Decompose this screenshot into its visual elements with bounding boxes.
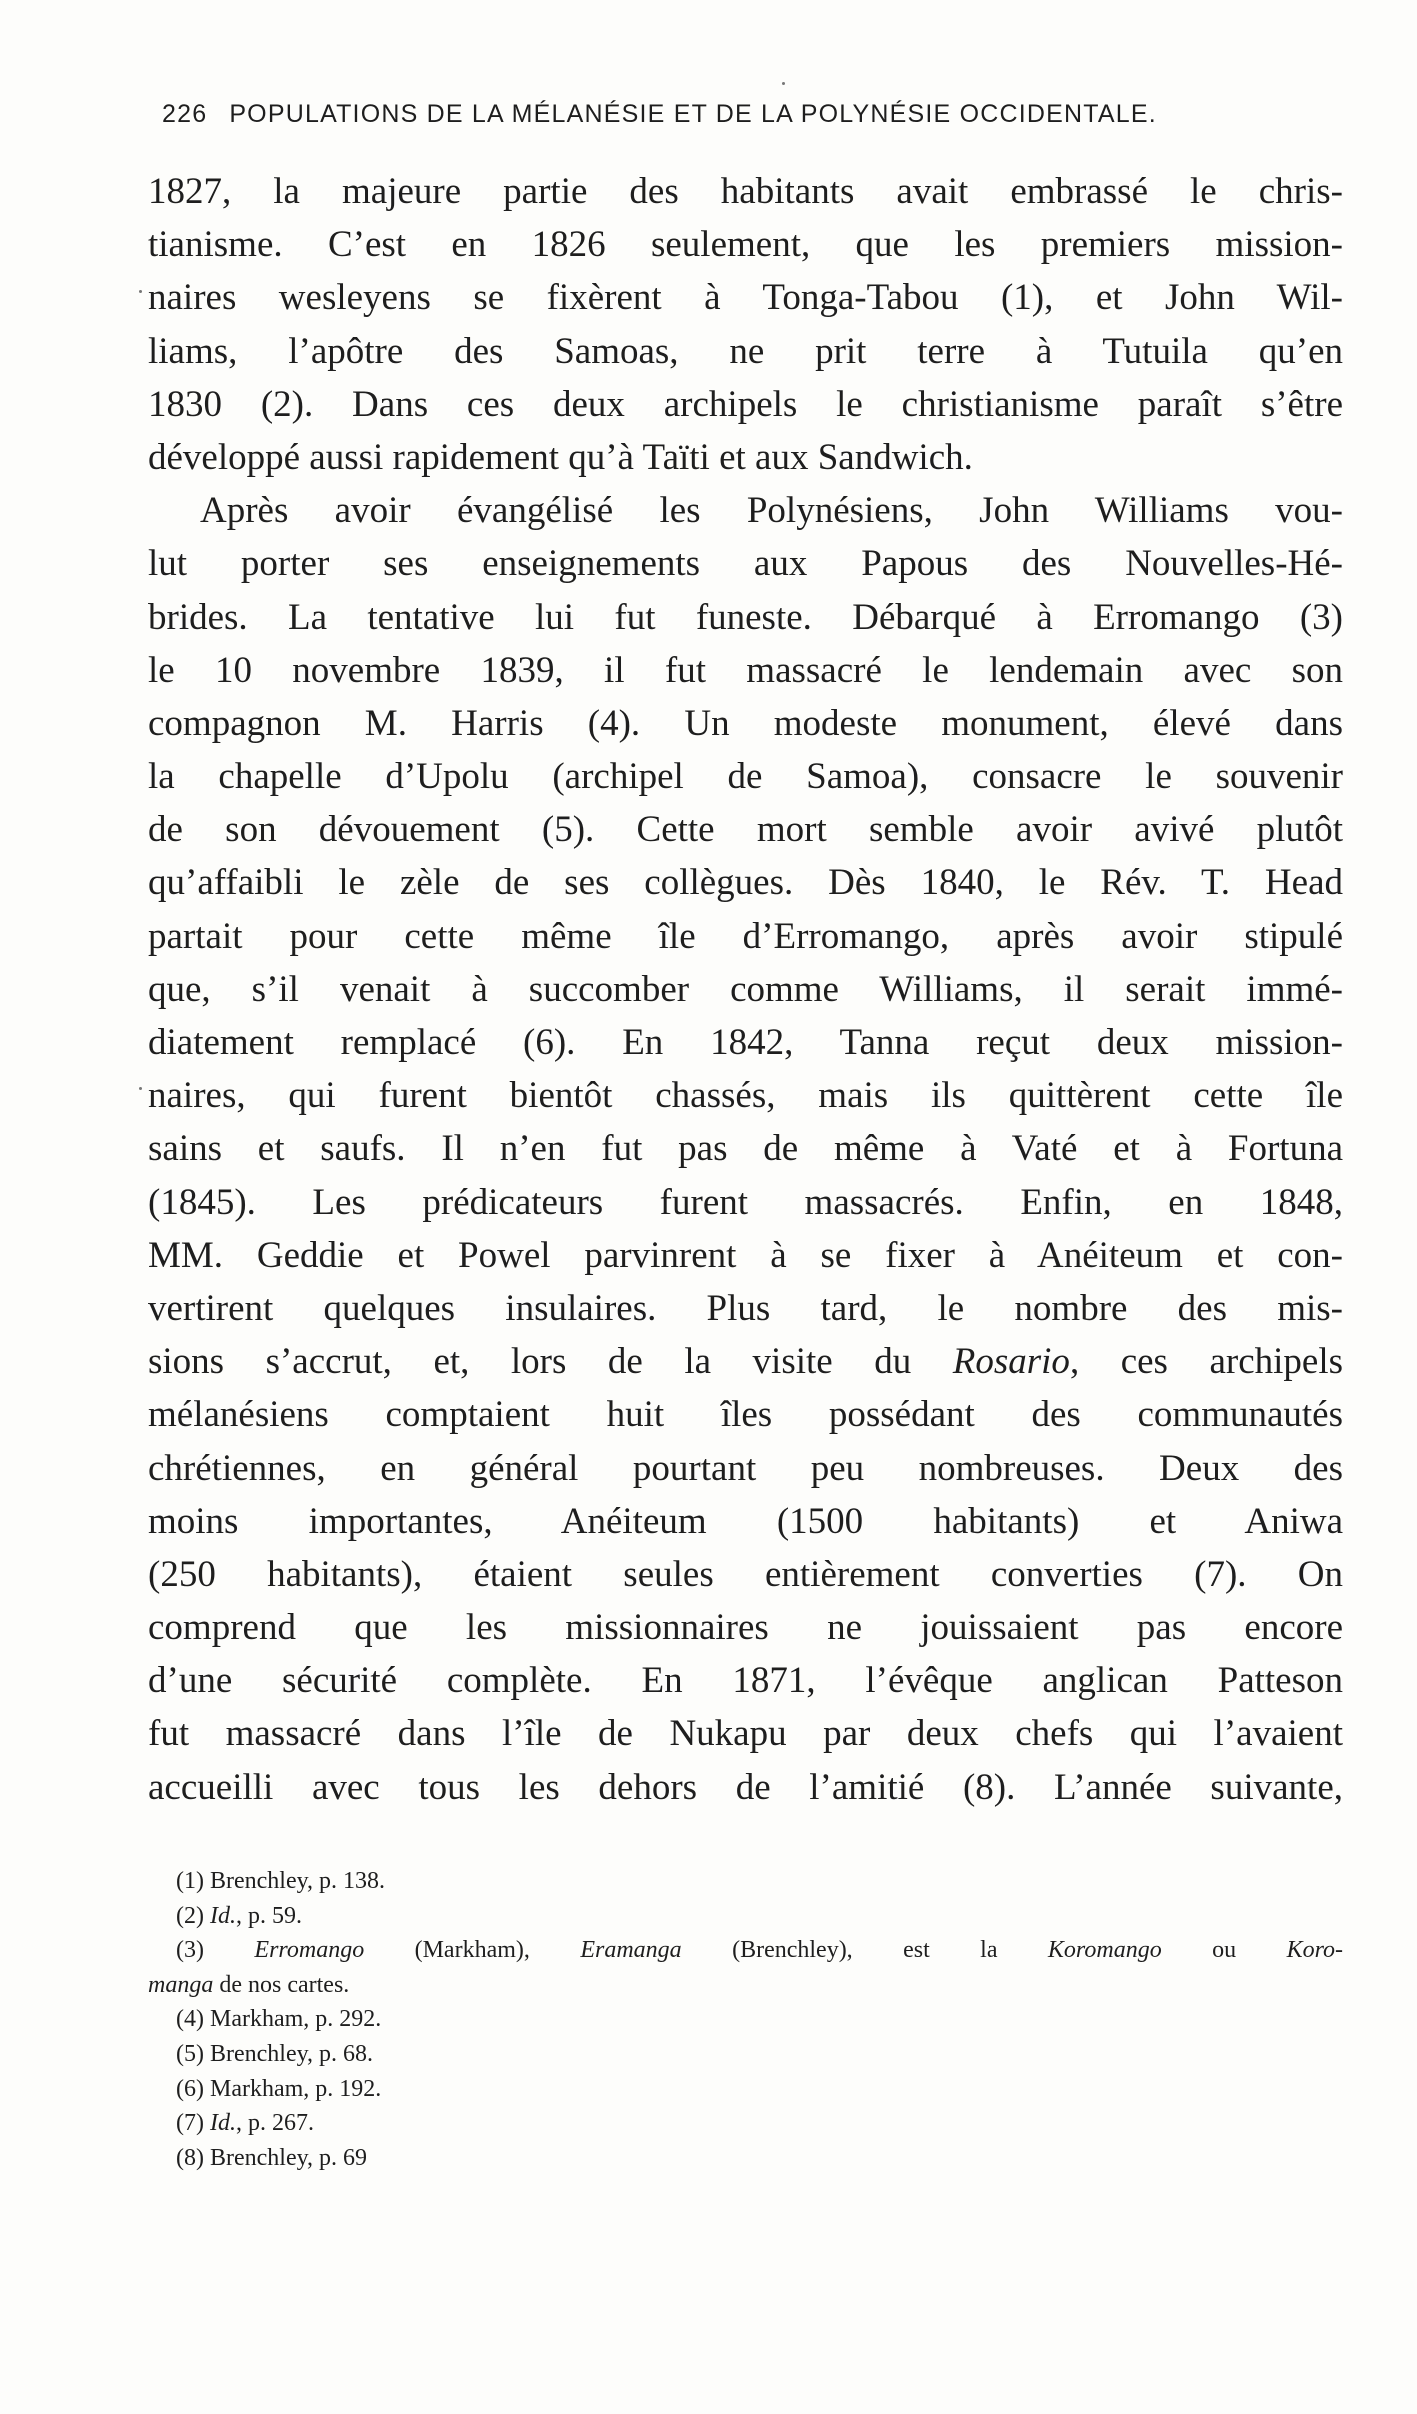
footnote-text: , p. 59. <box>235 1902 302 1929</box>
text-line: partait pour cette même île d’Erromango, après avoir stipulé <box>148 915 1343 957</box>
body-text <box>148 165 1343 1814</box>
running-title: POPULATIONS DE LA MÉLANÉSIE ET DE LA POLYNÉSIE OCCIDENTALE. <box>229 100 1157 128</box>
page-number: 226 <box>162 100 208 128</box>
text-line: de son dévouement (5). Cette mort semble avoir avivé plutôt <box>148 809 1343 851</box>
footnote-text: ou <box>1161 1937 1287 1964</box>
footnote-ibid: Id. <box>209 1902 236 1929</box>
text-line: sains et saufs. Il n’en fut pas de même à Vaté et à Fortuna <box>148 1128 1343 1170</box>
footnote-4: (4) Markham, p. 292. <box>176 2006 382 2033</box>
text-line: comprend que les missionnaires ne jouissaient pas encore <box>148 1607 1343 1649</box>
text-line: accueilli avec tous les dehors de l’amitié (8). L’année suivante, <box>148 1766 1343 1808</box>
text-line: Après avoir évangélisé les Polynésiens, John Williams vou- <box>200 490 1343 532</box>
footnote-3 <box>148 1933 1343 1968</box>
text-line: brides. La tentative lui fut funeste. Débarqué à Erromango (3) <box>148 596 1343 638</box>
text-line: lut porter ses enseignements aux Papous des Nouvelles-Hé- <box>148 543 1343 585</box>
text-line: mélanésiens comptaient huit îles possédant des communautés <box>148 1394 1343 1436</box>
footnote-italic: Erromango <box>254 1937 365 1964</box>
footnote-text: de nos cartes. <box>213 1971 350 1998</box>
text-line: la chapelle d’Upolu (archipel de Samoa), consacre le souvenir <box>148 756 1343 798</box>
footnote-number: (3) <box>176 1937 255 1964</box>
text-line: chrétiennes, en général pourtant peu nombreuses. Deux des <box>148 1447 1343 1489</box>
text-fragment: sions s’accrut, et, lors de la visite du <box>148 1341 953 1383</box>
footnote-number: (7) <box>176 2110 210 2137</box>
footnote-italic: Eramanga <box>580 1937 682 1964</box>
footnotes <box>148 1864 1343 2175</box>
text-line: que, s’il venait à succomber comme Williams, il serait immé- <box>148 968 1343 1010</box>
text-line: compagnon M. Harris (4). Un modeste monument, élevé dans <box>148 702 1343 744</box>
print-speck <box>139 1087 142 1090</box>
footnote-italic: Koro- <box>1286 1937 1344 1964</box>
text-line: liams, l’apôtre des Samoas, ne prit terre à Tutuila qu’en <box>148 330 1343 372</box>
text-line: développé aussi rapidement qu’à Taïti et aux Sandwich. <box>148 436 973 478</box>
footnote-italic: Koromango <box>1047 1937 1162 1964</box>
print-speck <box>139 290 142 293</box>
footnote-text: (Brenchley), est la <box>681 1937 1048 1964</box>
footnote-3-continued <box>148 1968 1343 2003</box>
footnote-1: (1) Brenchley, p. 138. <box>176 1868 386 1894</box>
text-line: d’une sécurité complète. En 1871, l’évêque anglican Patteson <box>148 1660 1343 1702</box>
running-head <box>162 100 1342 140</box>
text-line-rosario <box>148 1335 1343 1388</box>
text-line: moins importantes, Anéiteum (1500 habitants) et Aniwa <box>148 1500 1343 1542</box>
footnote-text: , p. 267. <box>235 2110 314 2137</box>
footnote-6: (6) Markham, p. 192. <box>176 2075 382 2102</box>
text-line: 1830 (2). Dans ces deux archipels le christianisme paraît s’être <box>148 383 1343 425</box>
footnote-text: (Markham), <box>364 1937 581 1964</box>
footnote-number: (2) <box>176 1902 210 1929</box>
text-line: (1845). Les prédicateurs furent massacrés. Enfin, en 1848, <box>148 1181 1343 1223</box>
text-line: tianisme. C’est en 1826 seulement, que les premiers mission- <box>148 224 1343 266</box>
footnote-8: (8) Brenchley, p. 69 <box>176 2144 368 2171</box>
text-line: vertirent quelques insulaires. Plus tard, le nombre des mis- <box>148 1287 1343 1329</box>
footnote-ibid: Id. <box>209 2110 236 2137</box>
text-line: naires wesleyens se fixèrent à Tonga-Tabou (1), et John Wil- <box>148 277 1343 319</box>
text-line: MM. Geddie et Powel parvinrent à se fixer à Anéiteum et con- <box>148 1234 1343 1276</box>
footnote-7 <box>148 2106 1343 2141</box>
print-speck <box>782 82 785 85</box>
ship-name-rosario: Rosario <box>952 1341 1070 1383</box>
text-line: qu’affaibli le zèle de ses collègues. Dès 1840, le Rév. T. Head <box>148 862 1343 904</box>
text-line: naires, qui furent bientôt chassés, mais ils quittèrent cette île <box>148 1075 1343 1117</box>
text-fragment: , ces archipels <box>1069 1341 1343 1383</box>
text-line: (250 habitants), étaient seules entièrement converties (7). On <box>148 1553 1343 1595</box>
text-line: diatement remplacé (6). En 1842, Tanna reçut deux mission- <box>148 1022 1343 1063</box>
text-line: fut massacré dans l’île de Nukapu par deux chefs qui l’avaient <box>148 1713 1343 1755</box>
text-line: 1827, la majeure partie des habitants avait embrassé le chris- <box>148 171 1343 212</box>
text-line: le 10 novembre 1839, il fut massacré le lendemain avec son <box>148 649 1343 691</box>
footnote-2 <box>148 1899 1343 1934</box>
footnote-5: (5) Brenchley, p. 68. <box>176 2040 374 2067</box>
footnote-italic: manga <box>148 1971 214 1998</box>
